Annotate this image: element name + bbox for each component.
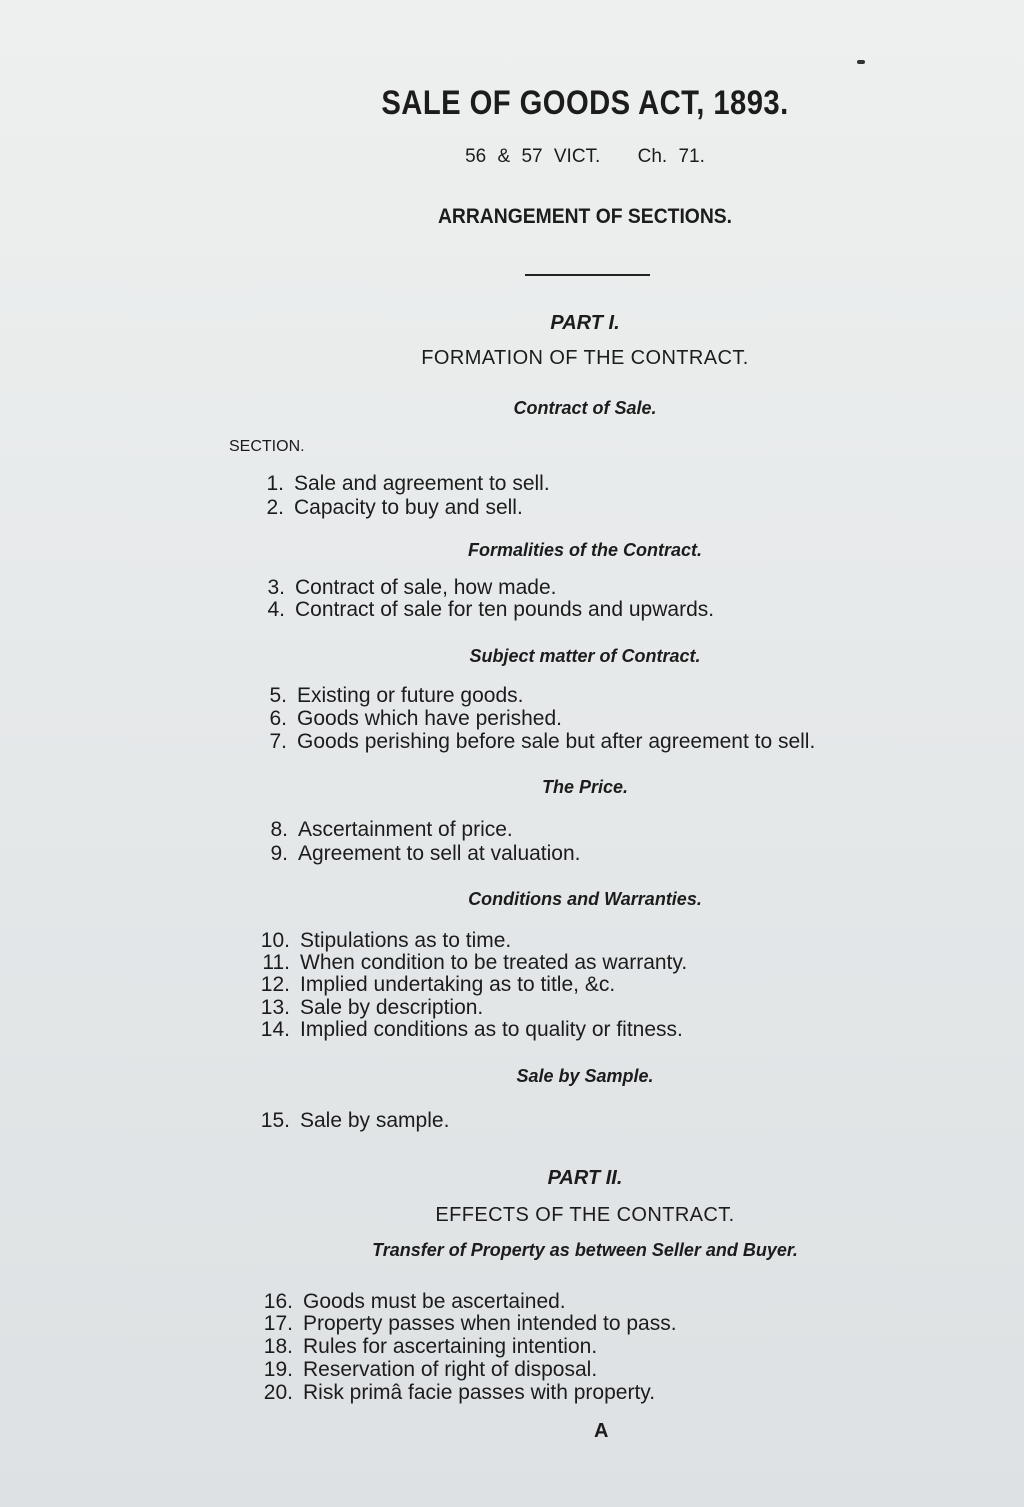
ink-mark — [857, 60, 865, 64]
subheading: Subject matter of Contract. — [469, 646, 701, 666]
section-item: 15. Sale by sample. — [260, 1109, 450, 1132]
subheading: The Price. — [541, 777, 629, 797]
section-item: 12. Implied undertaking as to title, &c. — [260, 973, 616, 996]
section-item: 10. Stipulations as to time. — [260, 929, 512, 952]
section-item: 19. Reservation of right of disposal. — [263, 1358, 598, 1381]
section-item: 17. Property passes when intended to pass. — [263, 1312, 677, 1335]
subheading: Transfer of Property as between Seller and Buyer. — [372, 1240, 798, 1260]
arrangement-heading: ARRANGEMENT OF SECTIONS. — [437, 205, 733, 228]
section-item: 16. Goods must be ascertained. — [263, 1290, 566, 1313]
section-item: 11. When condition to be treated as warranty. — [262, 951, 688, 974]
section-item: 5. Existing or future goods. — [269, 684, 524, 707]
section-item: 3. Contract of sale, how made. — [267, 576, 557, 599]
section-item: 20. Risk primâ facie passes with property. — [263, 1381, 656, 1404]
section-item: 9. Agreement to sell at valuation. — [270, 842, 581, 865]
regnal-year: 56 & 57 VICT. — [465, 146, 601, 167]
part-heading: EFFECTS OF THE CONTRACT. — [435, 1204, 735, 1226]
subheading: Conditions and Warranties. — [468, 889, 702, 909]
section-item: 8. Ascertainment of price. — [270, 818, 513, 841]
section-item: 1. Sale and agreement to sell. — [266, 472, 550, 495]
chapter-number: Ch. 71. — [637, 146, 705, 167]
act-title: SALE OF GOODS ACT, 1893. — [381, 84, 789, 122]
signature-mark: A — [594, 1420, 609, 1442]
divider-rule — [525, 274, 650, 276]
part-label: PART II. — [547, 1167, 623, 1189]
subheading: Contract of Sale. — [513, 398, 657, 418]
part-label: PART I. — [550, 312, 620, 334]
subheading: Formalities of the Contract. — [467, 540, 703, 560]
section-item: 14. Implied conditions as to quality or fitness. — [260, 1018, 683, 1041]
part-heading: FORMATION OF THE CONTRACT. — [421, 347, 749, 369]
act-citation — [0, 146, 1024, 168]
section-item: 18. Rules for ascertaining intention. — [263, 1335, 598, 1358]
section-item: 7. Goods perishing before sale but after agreement to sell. — [269, 730, 816, 753]
subheading: Sale by Sample. — [516, 1066, 654, 1086]
section-item: 6. Goods which have perished. — [269, 707, 562, 730]
section-column-label: SECTION. — [229, 438, 305, 455]
section-item: 4. Contract of sale for ten pounds and upwards. — [267, 598, 715, 621]
section-item: 13. Sale by description. — [260, 996, 484, 1019]
section-item: 2. Capacity to buy and sell. — [266, 496, 523, 519]
